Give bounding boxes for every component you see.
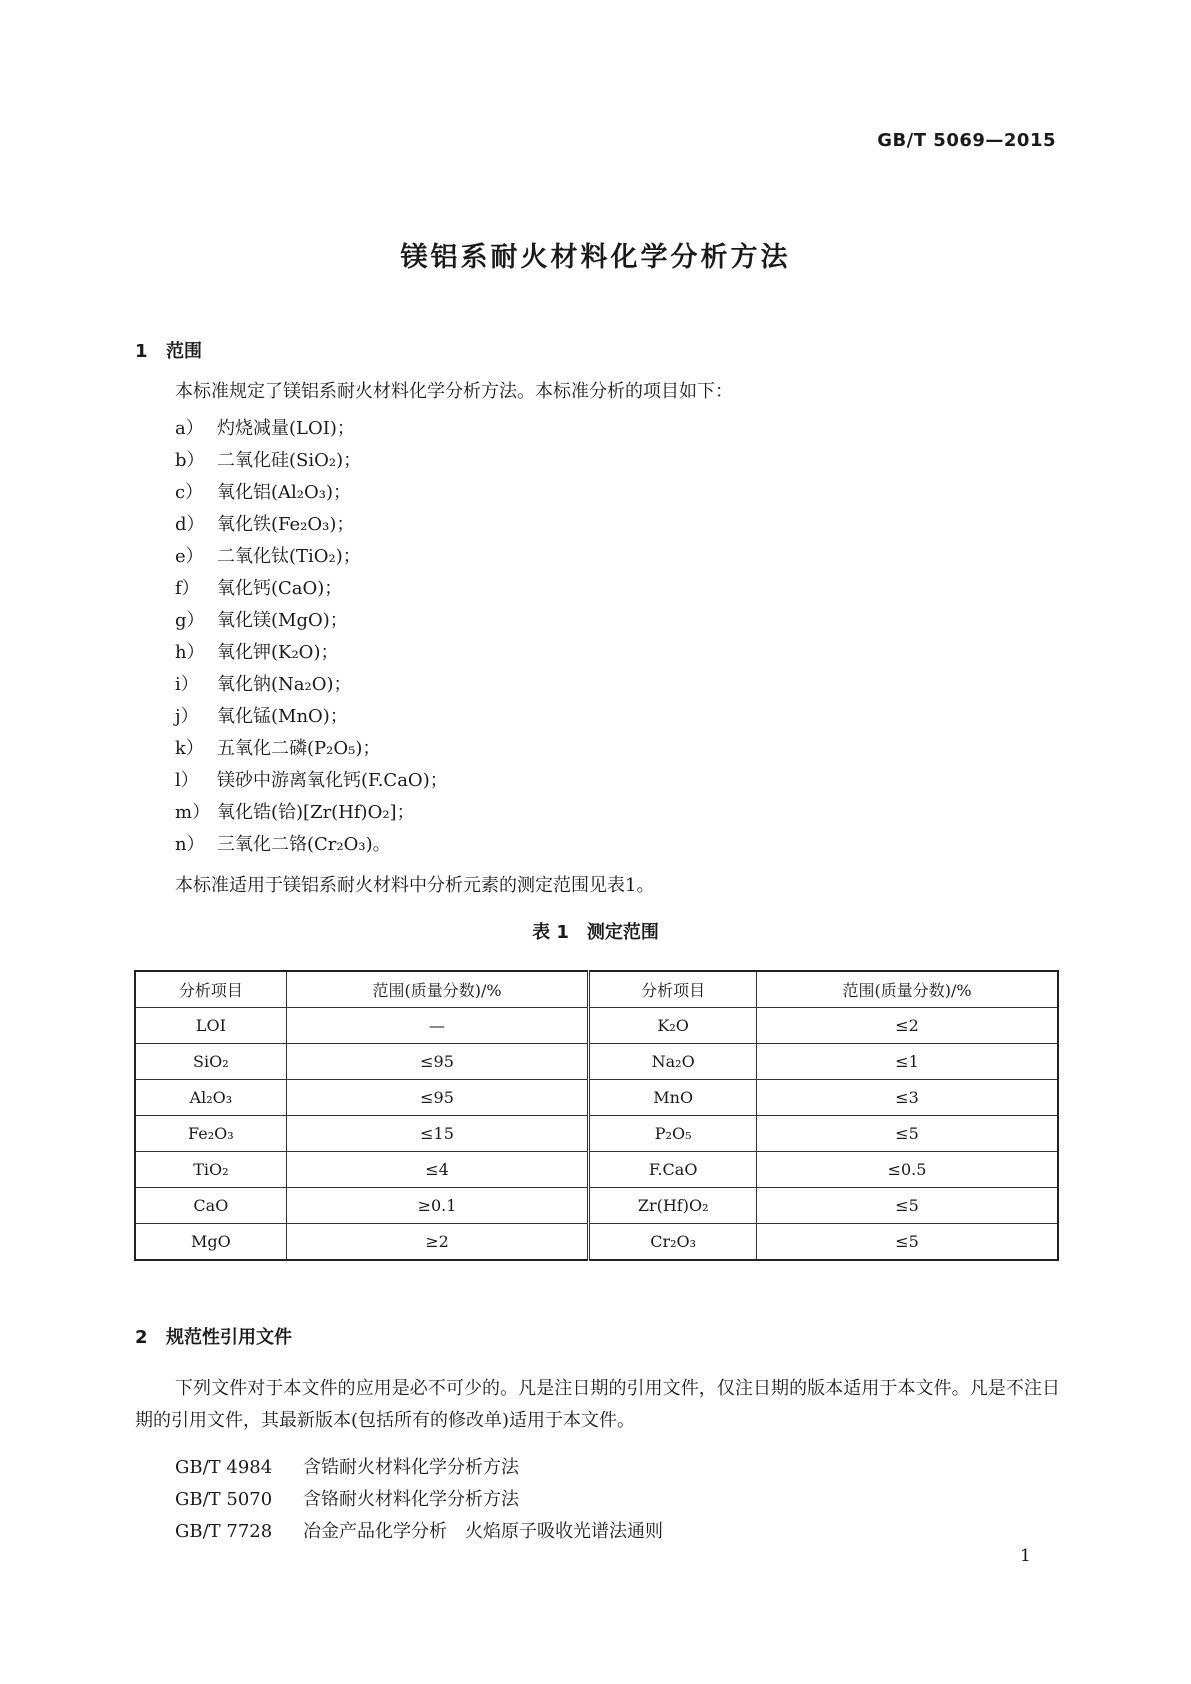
list-marker: a） bbox=[175, 418, 204, 439]
list-item bbox=[175, 477, 448, 509]
list-marker: h） bbox=[175, 642, 205, 663]
list-marker: n） bbox=[175, 834, 205, 855]
range-table bbox=[134, 970, 1059, 1261]
table-caption: 表 1 测定范围 bbox=[532, 922, 659, 943]
reference-title: 含锆耐火材料化学分析方法 bbox=[303, 1457, 519, 1478]
table-cell: ≤5 bbox=[757, 1116, 1058, 1152]
list-item-text: 二氧化硅(SiO₂)； bbox=[217, 450, 362, 471]
section-1-number: 1 bbox=[135, 341, 148, 362]
reference-code: GB/T 4984 bbox=[175, 1457, 273, 1478]
analysis-items-list bbox=[175, 413, 448, 861]
table-cell: ≤15 bbox=[286, 1116, 589, 1152]
table-cell: P₂O₅ bbox=[589, 1116, 757, 1152]
reference-code: GB/T 5070 bbox=[175, 1489, 273, 1510]
table-cell: MnO bbox=[589, 1080, 757, 1116]
table-header-row bbox=[135, 971, 1058, 1008]
table-cell: Fe₂O₃ bbox=[135, 1116, 286, 1152]
table-row bbox=[135, 1044, 1058, 1080]
table-cell: Na₂O bbox=[589, 1044, 757, 1080]
list-item bbox=[175, 573, 448, 605]
reference-code: GB/T 7728 bbox=[175, 1521, 273, 1542]
table-cell: ≥2 bbox=[286, 1224, 589, 1261]
section-1-closing: 本标准适用于镁铝系耐火材料中分析元素的测定范围见表1。 bbox=[175, 875, 655, 896]
table-cell: ≤5 bbox=[757, 1224, 1058, 1261]
list-item-text: 氧化锰(MnO)； bbox=[217, 706, 348, 727]
table-row bbox=[135, 1224, 1058, 1261]
table-cell: Zr(Hf)O₂ bbox=[589, 1188, 757, 1224]
list-item bbox=[175, 669, 448, 701]
list-item bbox=[175, 445, 448, 477]
list-marker: d） bbox=[175, 514, 205, 535]
list-item-text: 氧化铝(Al₂O₃)； bbox=[217, 482, 351, 503]
section-2-heading bbox=[135, 1323, 292, 1349]
list-item-text: 镁砂中游离氧化钙(F.CaO)； bbox=[217, 770, 448, 791]
table-cell: ≤3 bbox=[757, 1080, 1058, 1116]
reference-title: 冶金产品化学分析 火焰原子吸收光谱法通则 bbox=[303, 1521, 663, 1542]
list-item bbox=[175, 637, 448, 669]
table-cell: Al₂O₃ bbox=[135, 1080, 286, 1116]
table-cell: ≤0.5 bbox=[757, 1152, 1058, 1188]
list-marker: m） bbox=[175, 802, 211, 823]
section-2-body bbox=[135, 1373, 1060, 1437]
section-2-title: 规范性引用文件 bbox=[166, 1327, 292, 1348]
table-cell: ≥0.1 bbox=[286, 1188, 589, 1224]
list-item-text: 氧化钠(Na₂O)； bbox=[217, 674, 352, 695]
reference-item bbox=[175, 1485, 519, 1511]
list-marker: b） bbox=[175, 450, 205, 471]
list-marker: g） bbox=[175, 610, 205, 631]
list-item bbox=[175, 509, 448, 541]
table-cell: ≤95 bbox=[286, 1080, 589, 1116]
table-cell: SiO₂ bbox=[135, 1044, 286, 1080]
reference-item bbox=[175, 1453, 519, 1479]
list-item bbox=[175, 701, 448, 733]
section-2-paragraph: 下列文件对于本文件的应用是必不可少的。凡是注日期的引用文件，仅注日期的版本适用于本文件。凡是不注日期的引用文件，其最新版本(包括所有的修改单)适用于本文件。 bbox=[135, 1378, 1060, 1431]
page-number: 1 bbox=[1020, 1546, 1031, 1566]
table-cell: CaO bbox=[135, 1188, 286, 1224]
list-item bbox=[175, 541, 448, 573]
standard-code: GB/T 5069—2015 bbox=[877, 130, 1056, 151]
table-row bbox=[135, 1188, 1058, 1224]
list-marker: f） bbox=[175, 578, 200, 599]
list-item-text: 氧化镁(MgO)； bbox=[217, 610, 348, 631]
table-cell: TiO₂ bbox=[135, 1152, 286, 1188]
list-item-text: 三氧化二铬(Cr₂O₃)。 bbox=[217, 834, 391, 855]
list-item bbox=[175, 829, 448, 861]
list-marker: k） bbox=[175, 738, 204, 759]
table-cell: F.CaO bbox=[589, 1152, 757, 1188]
table-header-cell: 范围(质量分数)/% bbox=[286, 971, 589, 1008]
table-row bbox=[135, 1008, 1058, 1044]
list-item bbox=[175, 413, 448, 445]
list-item-text: 二氧化钛(TiO₂)； bbox=[217, 546, 361, 567]
list-item bbox=[175, 797, 448, 829]
table-header-cell: 范围(质量分数)/% bbox=[757, 971, 1058, 1008]
table-row bbox=[135, 1080, 1058, 1116]
list-item-text: 五氧化二磷(P₂O₅)； bbox=[217, 738, 381, 759]
section-2-number: 2 bbox=[135, 1327, 148, 1348]
table-cell: Cr₂O₃ bbox=[589, 1224, 757, 1261]
list-marker: i） bbox=[175, 674, 199, 695]
reference-item bbox=[175, 1517, 663, 1543]
table-row bbox=[135, 1116, 1058, 1152]
table-cell: ≤4 bbox=[286, 1152, 589, 1188]
table-row bbox=[135, 1152, 1058, 1188]
table-header-cell: 分析项目 bbox=[135, 971, 286, 1008]
list-item-text: 氧化钾(K₂O)； bbox=[217, 642, 339, 663]
list-marker: l） bbox=[175, 770, 199, 791]
list-item-text: 氧化钙(CaO)； bbox=[217, 578, 343, 599]
table-cell: — bbox=[286, 1008, 589, 1044]
table-cell: ≤5 bbox=[757, 1188, 1058, 1224]
table-header-cell: 分析项目 bbox=[589, 971, 757, 1008]
list-marker: j） bbox=[175, 706, 199, 727]
table-cell: K₂O bbox=[589, 1008, 757, 1044]
table-cell: MgO bbox=[135, 1224, 286, 1261]
section-1-intro: 本标准规定了镁铝系耐火材料化学分析方法。本标准分析的项目如下： bbox=[175, 381, 733, 402]
table-cell: ≤2 bbox=[757, 1008, 1058, 1044]
list-item-text: 氧化锆(铪)[Zr(Hf)O₂]； bbox=[217, 802, 415, 823]
section-1-title: 范围 bbox=[166, 341, 202, 362]
reference-title: 含铬耐火材料化学分析方法 bbox=[303, 1489, 519, 1510]
section-1-heading bbox=[135, 337, 202, 363]
list-item bbox=[175, 605, 448, 637]
list-item bbox=[175, 733, 448, 765]
list-marker: c） bbox=[175, 482, 204, 503]
table-cell: ≤95 bbox=[286, 1044, 589, 1080]
list-marker: e） bbox=[175, 546, 204, 567]
list-item-text: 氧化铁(Fe₂O₃)； bbox=[217, 514, 355, 535]
list-item-text: 灼烧减量(LOI)； bbox=[217, 418, 355, 439]
list-item bbox=[175, 765, 448, 797]
document-title: 镁铝系耐火材料化学分析方法 bbox=[400, 242, 791, 273]
table-cell: LOI bbox=[135, 1008, 286, 1044]
table-cell: ≤1 bbox=[757, 1044, 1058, 1080]
